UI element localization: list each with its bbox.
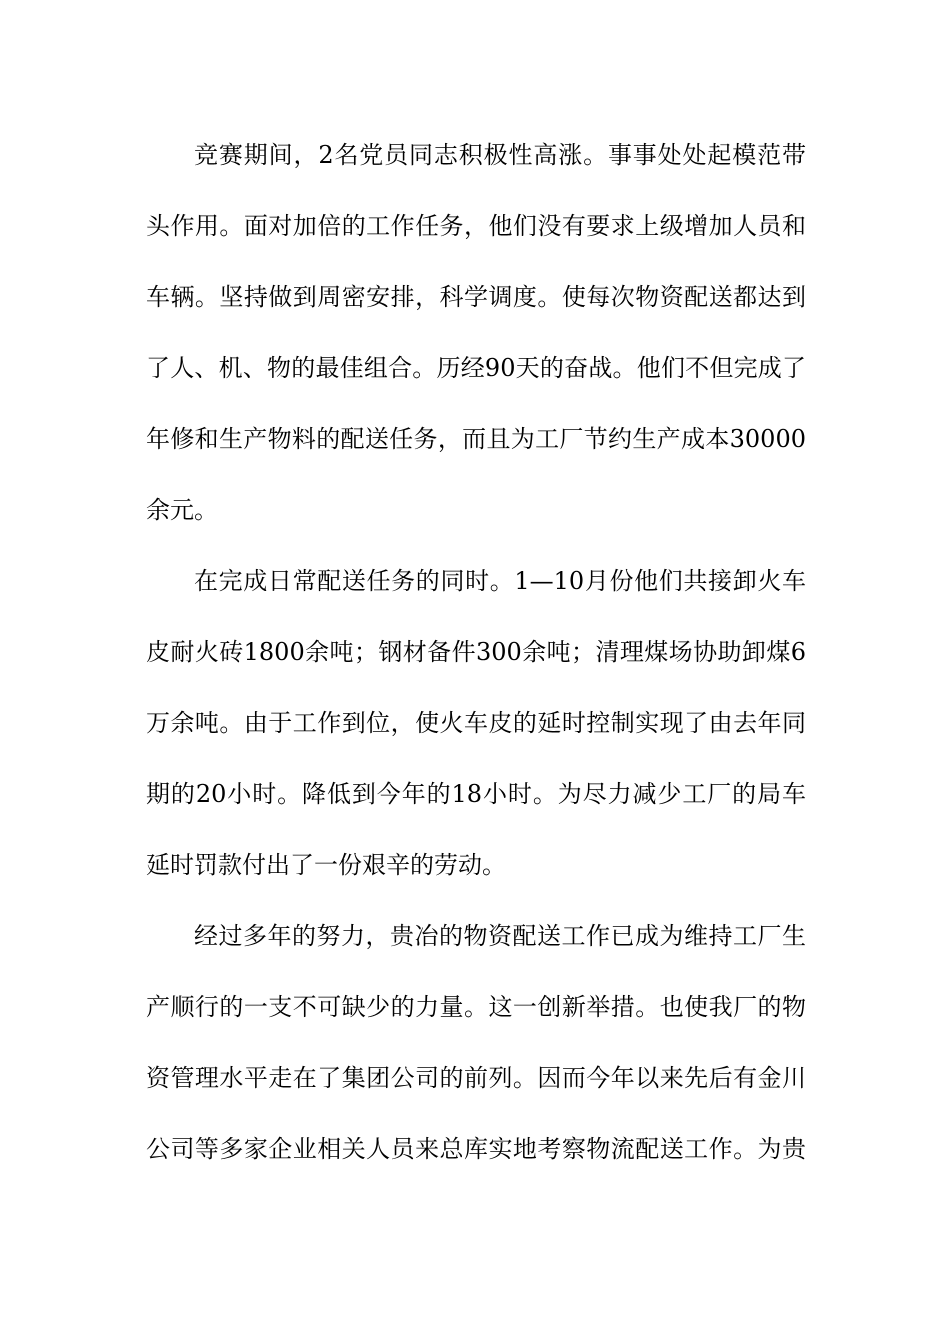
- paragraph-1-line-5: 年修和生产物料的配送任务，而且为工厂节约生产成本30000: [146, 425, 806, 453]
- paragraph-3-line-4: 公司等多家企业相关人员来总库实地考察物流配送工作。为贵: [146, 1135, 806, 1163]
- paragraph-1-line-4: 了人、机、物的最佳组合。历经90天的奋战。他们不但完成了: [146, 354, 806, 382]
- paragraph-3-line-1: 经过多年的努力，贵冶的物资配送工作已成为维持工厂生: [194, 922, 806, 950]
- paragraph-2-line-4: 期的20小时。降低到今年的18小时。为尽力减少工厂的局车: [146, 780, 806, 808]
- paragraph-1-line-3: 车辆。坚持做到周密安排，科学调度。使每次物资配送都达到: [146, 283, 806, 311]
- paragraph-1-line-1: 竞赛期间，2名党员同志积极性高涨。事事处处起模范带: [194, 141, 806, 169]
- paragraph-3-line-2: 产顺行的一支不可缺少的力量。这一创新举措。也使我厂的物: [146, 993, 806, 1021]
- paragraph-3-line-3: 资管理水平走在了集团公司的前列。因而今年以来先后有金川: [146, 1064, 806, 1092]
- paragraph-2-line-2: 皮耐火砖1800余吨；钢材备件300余吨；清理煤场协助卸煤6: [146, 638, 806, 666]
- paragraph-2-line-3: 万余吨。由于工作到位，使火车皮的延时控制实现了由去年同: [146, 709, 806, 737]
- paragraph-1-line-6: 余元。: [146, 496, 218, 524]
- paragraph-2-line-5: 延时罚款付出了一份艰辛的劳动。: [146, 851, 506, 879]
- paragraph-2-line-1: 在完成日常配送任务的同时。1—10月份他们共接卸火车: [194, 567, 806, 595]
- paragraph-1-line-2: 头作用。面对加倍的工作任务，他们没有要求上级增加人员和: [146, 212, 806, 240]
